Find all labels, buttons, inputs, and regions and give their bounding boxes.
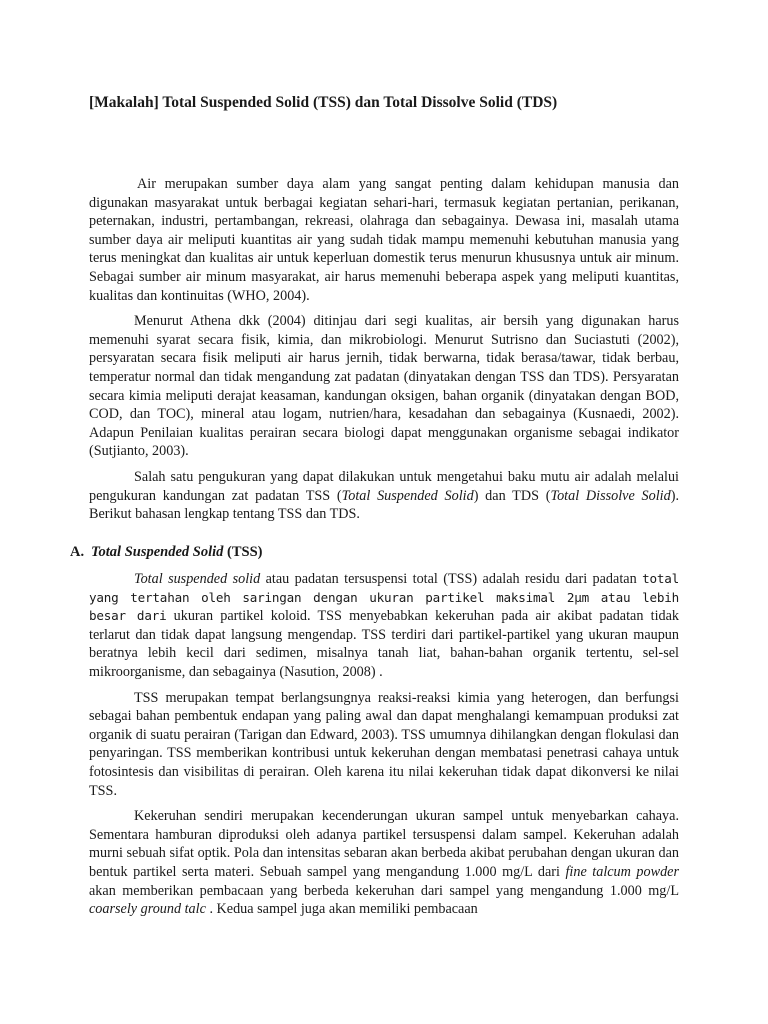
intro-paragraph-3 <box>89 468 679 524</box>
intro3-text-middle: ) dan TDS ( <box>473 487 551 504</box>
section-a-letter: A. <box>70 544 85 560</box>
intro3-term-tss: Total Suspended Solid <box>341 487 474 504</box>
document-title: [Makalah] Total Suspended Solid (TSS) dan Total Dissolve Solid (TDS) <box>89 94 558 111</box>
section-a-p1-text2: ukuran partikel koloid. TSS menyebabkan kekeruhan pada air akibat padatan tidak terlarut dan tidak dapat langsung mengendap. TSS terdiri dari partikel-partikel yang ukuran maupun beratnya lebih kecil dari sedimen, misalnya tanah liat, bahan-bahan organik tertentu, sel-sel mikroorganisme, dan sebagainya (Nasution, 2008) . <box>89 608 679 680</box>
section-a-p1-mono: total yang tertahan oleh saringan dengan ukuran partikel maksimal 2μm atau lebih besar dari <box>89 571 679 624</box>
intro3-text-before: Salah satu pengukuran yang dapat dilakukan untuk mengetahui baku mutu air adalah melalui pengukuran kandungan zat padatan TSS ( <box>89 468 679 504</box>
intro-section <box>89 175 679 524</box>
coarse-talc-term: coarsely ground talc <box>89 901 206 918</box>
intro-paragraph-1: Air merupakan sumber daya alam yang sangat penting dalam kehidupan manusia dan digunakan masyarakat untuk berbagai kegiatan sehari-hari, termasuk kegiatan pertanian, perikanan, peternakan, industri, pertambangan, rekreasi, olahraga dan sebagainya. Dewasa ini, masalah utama sumber daya air meliputi kuantitas air yang sudah tidak mampu memenuhi kebutuhan manusia yang terus meningkat dan kualitas air untuk keperluan domestik terus menurun khususnya untuk air minum. Sebagai sumber air minum masyarakat, air harus memenuhi beberapa aspek yang meliputi kuantitas, kualitas dan kontinuitas (WHO, 2004). <box>89 176 679 304</box>
section-a-heading <box>70 543 263 561</box>
section-a-p3-text1: Kekeruhan sendiri merupakan kecenderungan ukuran sampel untuk menyebarkan cahaya. Sementara hamburan diproduksi oleh adanya partikel tersuspensi dalam sampel. Kekeruhan adalah murni sebuah sifat optik. Pola dan intensitas sebaran akan berbeda akibat perubahan dengan ukuran dan bentuk partikel serta materi. Sebuah sampel yang mengandung 1.000 mg/L dari <box>89 808 679 880</box>
fine-talcum-term: fine talcum powder <box>565 863 679 880</box>
intro3-text-after: ). Berikut bahasan lengkap tentang TSS dan TDS. <box>89 487 679 523</box>
intro3-term-tds: Total Dissolve Solid <box>550 487 671 504</box>
section-a-p3-text2: akan memberikan pembacaan yang berbeda kekeruhan dari sampel yang mengandung 1.000 mg/L <box>89 882 679 899</box>
section-a-heading-rest: (TSS) <box>223 544 263 560</box>
section-a-heading-italic: Total Suspended Solid <box>91 544 224 560</box>
tss-term: Total suspended solid <box>134 571 261 587</box>
section-a-p1-text1: atau padatan tersuspensi total (TSS) adalah residu dari padatan <box>260 571 643 587</box>
section-a-p3-text3: . Kedua sampel juga akan memiliki pembacaan <box>205 901 478 918</box>
intro-paragraph-2: Menurut Athena dkk (2004) ditinjau dari segi kualitas, air bersih yang digunakan harus memenuhi syarat secara fisik, kimia, dan mikrobiologi. Menurut Sutrisno dan Suciastuti (2002), persyaratan secara fisik meliputi air harus jernih, tidak berwarna, tidak berasa/tawar, tidak berbau, temperatur normal dan tidak mengandung zat padatan (dinyatakan dengan TSS dan TDS). Persyaratan secara kimia meliputi derajat keasaman, kandungan oksigen, bahan organik (dinyatakan dengan BOD, COD, dan TOC), mineral atau logam, nutrien/hara, kesadahan dan sebagainya (Kusnaedi, 2002). Adapun Penilaian kualitas perairan secara biologi dapat menggunakan organisme sebagai indikator (Sutjianto, 2003). <box>89 313 679 460</box>
section-a-body <box>89 570 679 919</box>
section-a-paragraph-1 <box>89 570 679 682</box>
section-a-paragraph-3 <box>89 807 679 919</box>
section-a-paragraph-2: TSS merupakan tempat berlangsungnya reaksi-reaksi kimia yang heterogen, dan berfungsi sebagai bahan pembentuk endapan yang paling awal dan dapat menghalangi kemampuan produksi zat organik di suatu perairan (Tarigan dan Edward, 2003). TSS umumnya dihilangkan dengan flokulasi dan penyaringan. TSS memberikan kontribusi untuk kekeruhan dengan membatasi penetrasi cahaya untuk fotosintesis dan visibilitas di perairan. Oleh karena itu nilai kekeruhan tidak dapat dikonversi ke nilai TSS. <box>89 689 679 799</box>
